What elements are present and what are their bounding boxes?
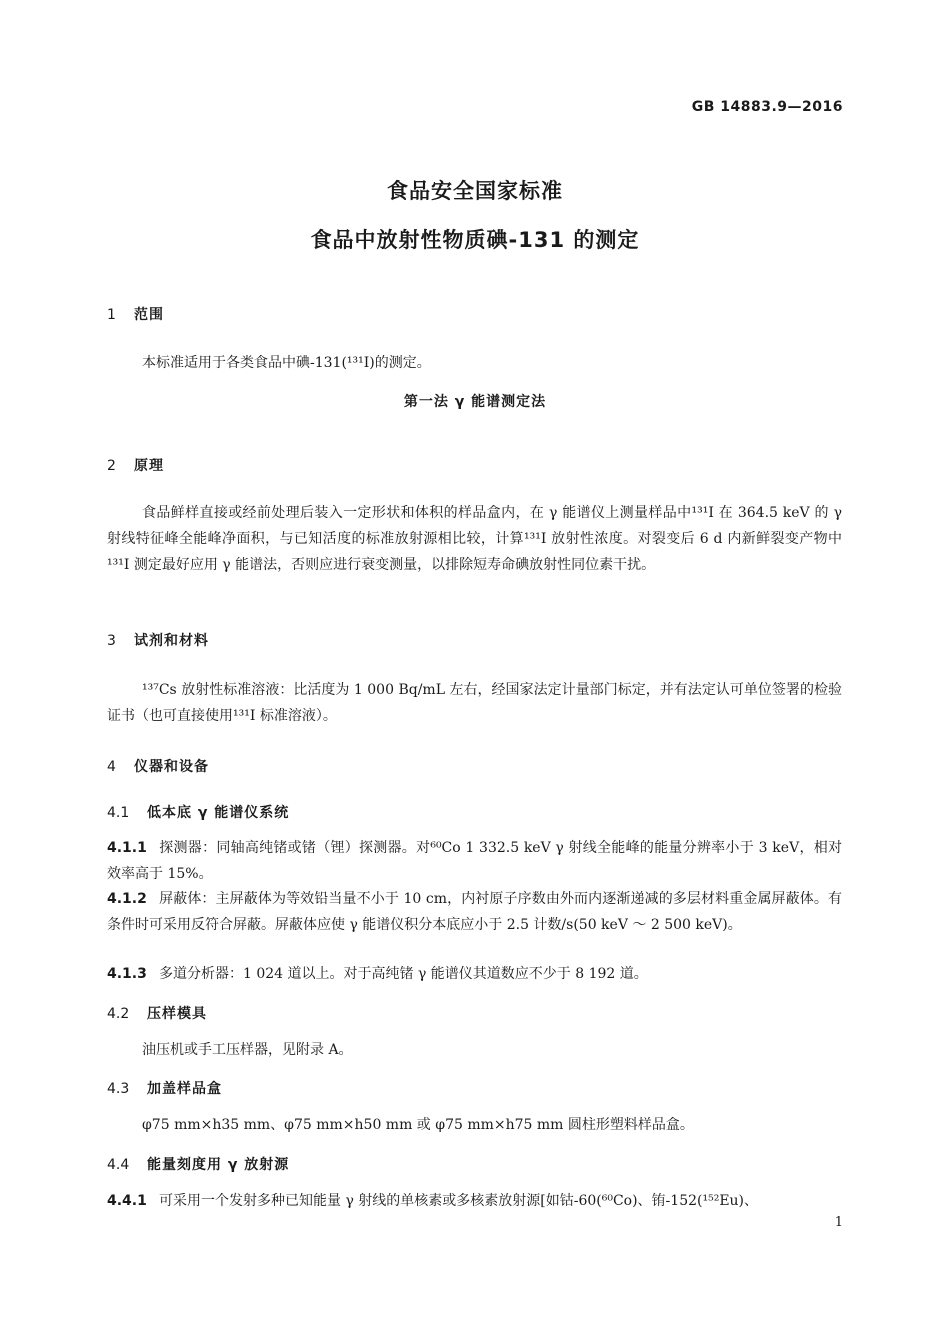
section-2-heading (107, 455, 164, 475)
section-title: 低本底 γ 能谱仪系统 (147, 805, 290, 821)
section-4-2-heading (107, 1003, 207, 1023)
method-heading: 第一法 γ 能谱测定法 (403, 394, 547, 410)
section-number: 3 (107, 633, 117, 649)
clause-text: 可采用一个发射多种已知能量 γ 射线的单核素或多核素放射源[如钴-60(⁶⁰Co)、铕-152(¹⁵²Eu)、 (159, 1193, 759, 1209)
document-title-line1: 食品安全国家标准 (387, 179, 563, 203)
section-title: 试剂和材料 (134, 633, 209, 649)
clause-text: 多道分析器：1 024 道以上。对于高纯锗 γ 能谱仪其道数应不少于 8 192 道。 (159, 966, 648, 982)
clause-number: 4.1.1 (107, 840, 147, 856)
clause-text: 探测器：同轴高纯锗或锗（锂）探测器。对⁶⁰Co 1 332.5 keV γ 射线全能峰的能量分辨率小于 3 keV，相对效率高于 15%。 (107, 840, 842, 882)
section-title: 范围 (134, 307, 164, 323)
clause-4-4-1 (107, 1188, 842, 1214)
section-4-3-heading (107, 1078, 222, 1098)
section-number: 4.3 (107, 1081, 130, 1097)
section-title: 能量刻度用 γ 放射源 (147, 1157, 290, 1173)
section-3-text: ¹³⁷Cs 放射性标准溶液：比活度为 1 000 Bq/mL 左右，经国家法定计量部门标定，并有法定认可单位签署的检验证书（也可直接使用¹³¹I 标准溶液）。 (107, 682, 842, 724)
clause-number: 4.1.2 (107, 891, 147, 907)
section-4-heading (107, 756, 209, 776)
section-title: 仪器和设备 (134, 759, 209, 775)
section-number: 4.4 (107, 1157, 130, 1173)
section-4-3-text: φ75 mm×h35 mm、φ75 mm×h50 mm 或 φ75 mm×h75 mm 圆柱形塑料样品盒。 (142, 1117, 694, 1133)
section-number: 4.1 (107, 805, 130, 821)
section-title: 加盖样品盒 (147, 1081, 222, 1097)
document-title-line2: 食品中放射性物质碘-131 的测定 (310, 228, 640, 252)
section-title: 原理 (134, 458, 164, 474)
section-4-1-heading (107, 802, 289, 822)
section-number: 2 (107, 458, 117, 474)
clause-4-1-1 (107, 835, 842, 887)
standard-code: GB 14883.9—2016 (691, 99, 843, 115)
clause-4-1-3 (107, 961, 842, 987)
clause-4-1-2 (107, 886, 842, 938)
section-3-heading (107, 630, 209, 650)
section-1-heading (107, 304, 164, 324)
section-number: 4.2 (107, 1006, 130, 1022)
clause-text: 屏蔽体：主屏蔽体为等效铅当量不小于 10 cm，内衬原子序数由外而内逐渐递减的多层材料重金属屏蔽体。有条件时可采用反符合屏蔽。屏蔽体应使 γ 能谱仪积分本底应小于 2.5 计数/s(50 keV ～ 2 500 keV)。 (107, 891, 842, 933)
section-1-text: 本标准适用于各类食品中碘-131(¹³¹I)的测定。 (142, 355, 431, 371)
section-number: 1 (107, 307, 117, 323)
section-2-text: 食品鲜样直接或经前处理后装入一定形状和体积的样品盒内，在 γ 能谱仪上测量样品中¹³¹I 在 364.5 keV 的 γ 射线特征峰全能峰净面积，与已知活度的标准放射源相比较，计算¹³¹I 放射性浓度。对裂变后 6 d 内新鲜裂变产物中¹³¹I 测定最好应用 γ 能谱法，否则应进行衰变测量，以排除短寿命碘放射性同位素干扰。 (107, 505, 842, 573)
section-title: 压样模具 (147, 1006, 207, 1022)
clause-number: 4.1.3 (107, 966, 147, 982)
page-number: 1 (834, 1215, 843, 1230)
section-number: 4 (107, 759, 117, 775)
section-4-2-text: 油压机或手工压样器，见附录 A。 (142, 1042, 353, 1058)
clause-number: 4.4.1 (107, 1193, 147, 1209)
section-4-4-heading (107, 1154, 289, 1174)
